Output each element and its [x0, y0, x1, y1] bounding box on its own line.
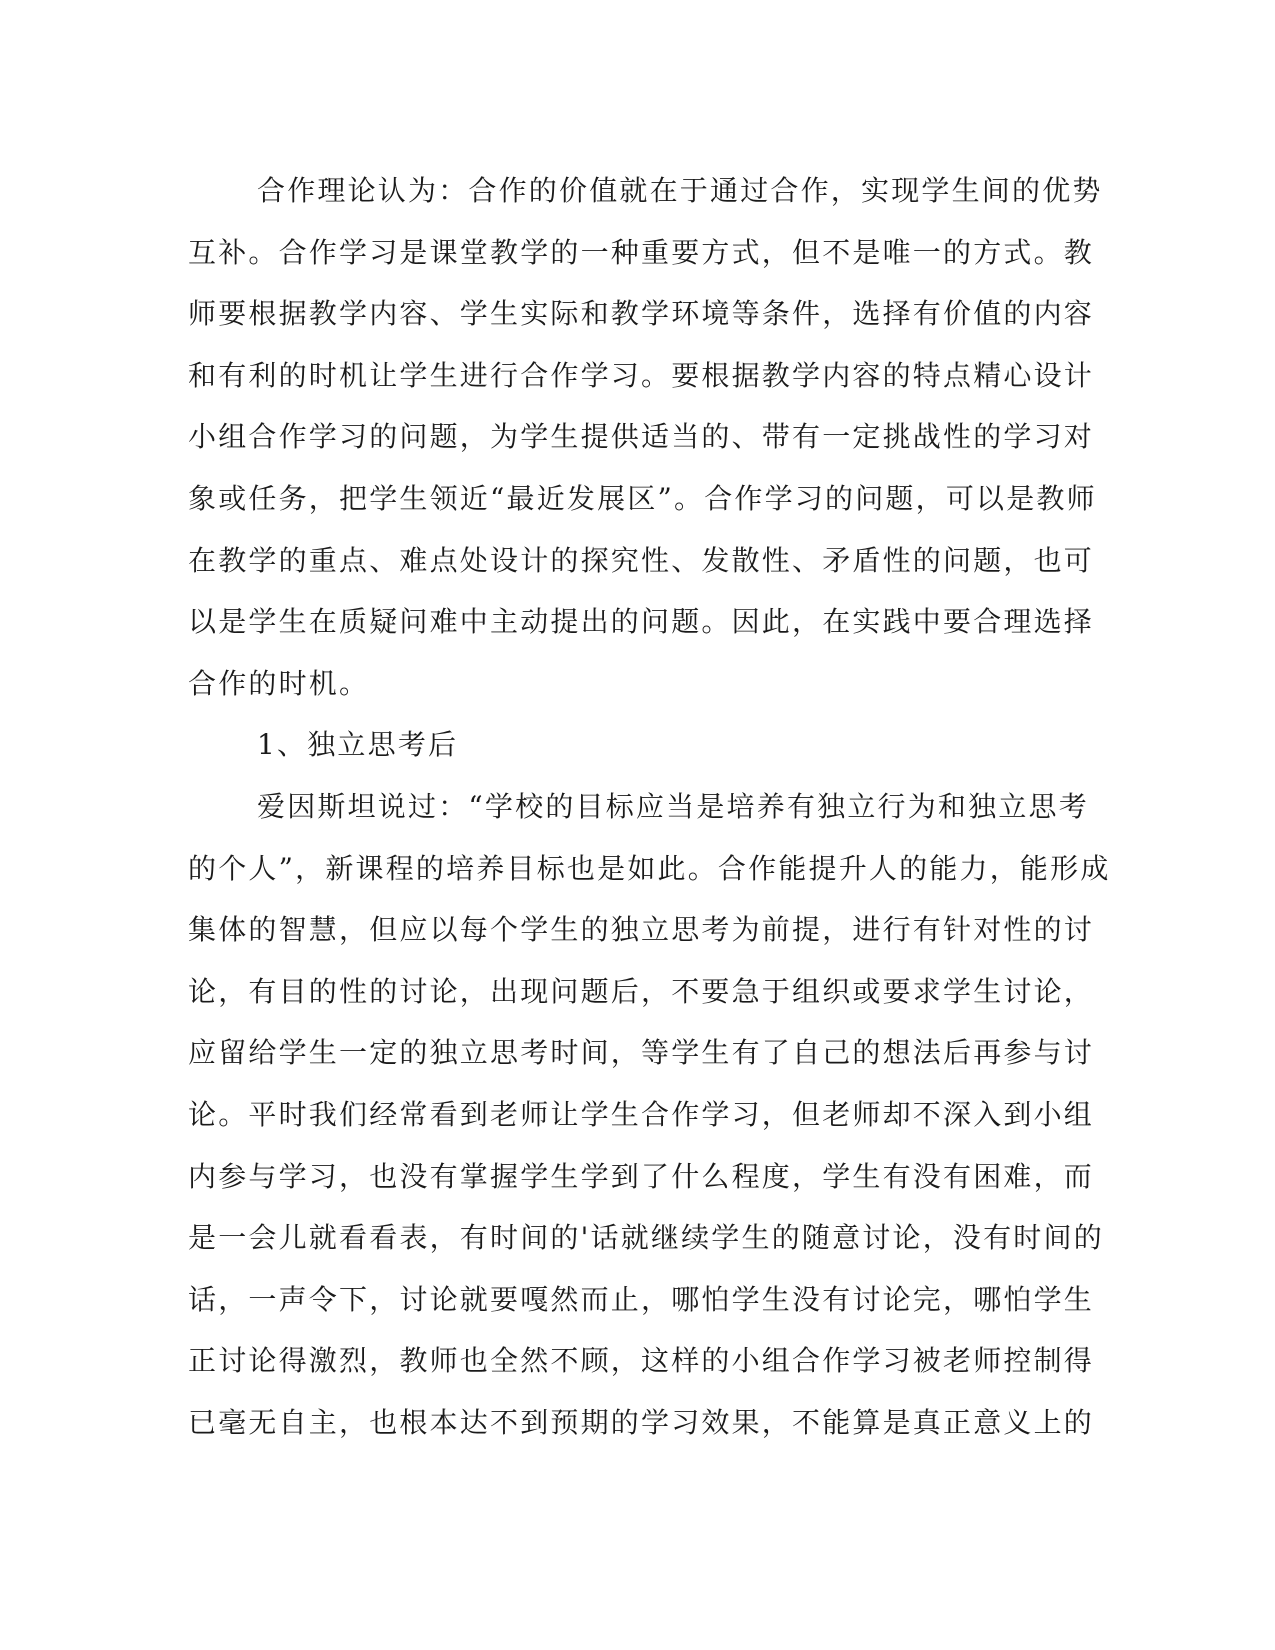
paragraph-2-line-7: 内参与学习，也没有掌握学生学到了什么程度，学生有没有困难，而 — [188, 1159, 1095, 1193]
paragraph-2-line-6: 论。平时我们经常看到老师让学生合作学习，但老师却不深入到小组 — [188, 1097, 1095, 1131]
paragraph-1-line-3: 师要根据教学内容、学生实际和教学环境等条件，选择有价值的内容 — [188, 297, 1095, 331]
paragraph-1-line-5: 小组合作学习的问题，为学生提供适当的、带有一定挑战性的学习对 — [188, 420, 1095, 454]
paragraph-1-line-8: 以是学生在质疑问难中主动提出的问题。因此，在实践中要合理选择 — [188, 605, 1095, 639]
paragraph-1-line-4: 和有利的时机让学生进行合作学习。要根据教学内容的特点精心设计 — [188, 358, 1095, 392]
paragraph-2-line-10: 正讨论得激烈，教师也全然不顾，这样的小组合作学习被老师控制得 — [188, 1344, 1095, 1378]
section-heading: 1、独立思考后 — [257, 728, 459, 762]
paragraph-1-line-6: 象或任务，把学生领近“最近发展区”。合作学习的问题，可以是教师 — [188, 481, 1097, 515]
paragraph-1-line-9: 合作的时机。 — [188, 666, 370, 700]
paragraph-1-line-1: 合作理论认为：合作的价值就在于通过合作，实现学生间的优势 — [257, 174, 1103, 207]
paragraph-1-line-2: 互补。合作学习是课堂教学的一种重要方式，但不是唯一的方式。教 — [188, 235, 1095, 269]
document-body — [188, 160, 1111, 1453]
paragraph-2-line-3: 集体的智慧，但应以每个学生的独立思考为前提，进行有针对性的讨 — [188, 913, 1095, 947]
paragraph-2-line-9: 话，一声令下，讨论就要嘎然而止，哪怕学生没有讨论完，哪怕学生 — [188, 1282, 1095, 1316]
paragraph-2-line-4: 论，有目的性的讨论，出现问题后，不要急于组织或要求学生讨论， — [188, 974, 1095, 1008]
paragraph-2-line-11: 已毫无自主，也根本达不到预期的学习效果，不能算是真正意义上的 — [188, 1405, 1095, 1439]
paragraph-2-line-2: 的个人”，新课程的培养目标也是如此。合作能提升人的能力，能形成 — [188, 851, 1111, 885]
paragraph-2-line-5: 应留给学生一定的独立思考时间，等学生有了自己的想法后再参与讨 — [188, 1036, 1095, 1070]
paragraph-2-line-8: 是一会儿就看看表，有时间的'话就继续学生的随意讨论，没有时间的 — [188, 1221, 1104, 1255]
paragraph-2-line-1: 爱因斯坦说过：“学校的目标应当是培养有独立行为和独立思考 — [257, 789, 1089, 823]
paragraph-1-line-7: 在教学的重点、难点处设计的探究性、发散性、矛盾性的问题，也可 — [188, 543, 1095, 577]
